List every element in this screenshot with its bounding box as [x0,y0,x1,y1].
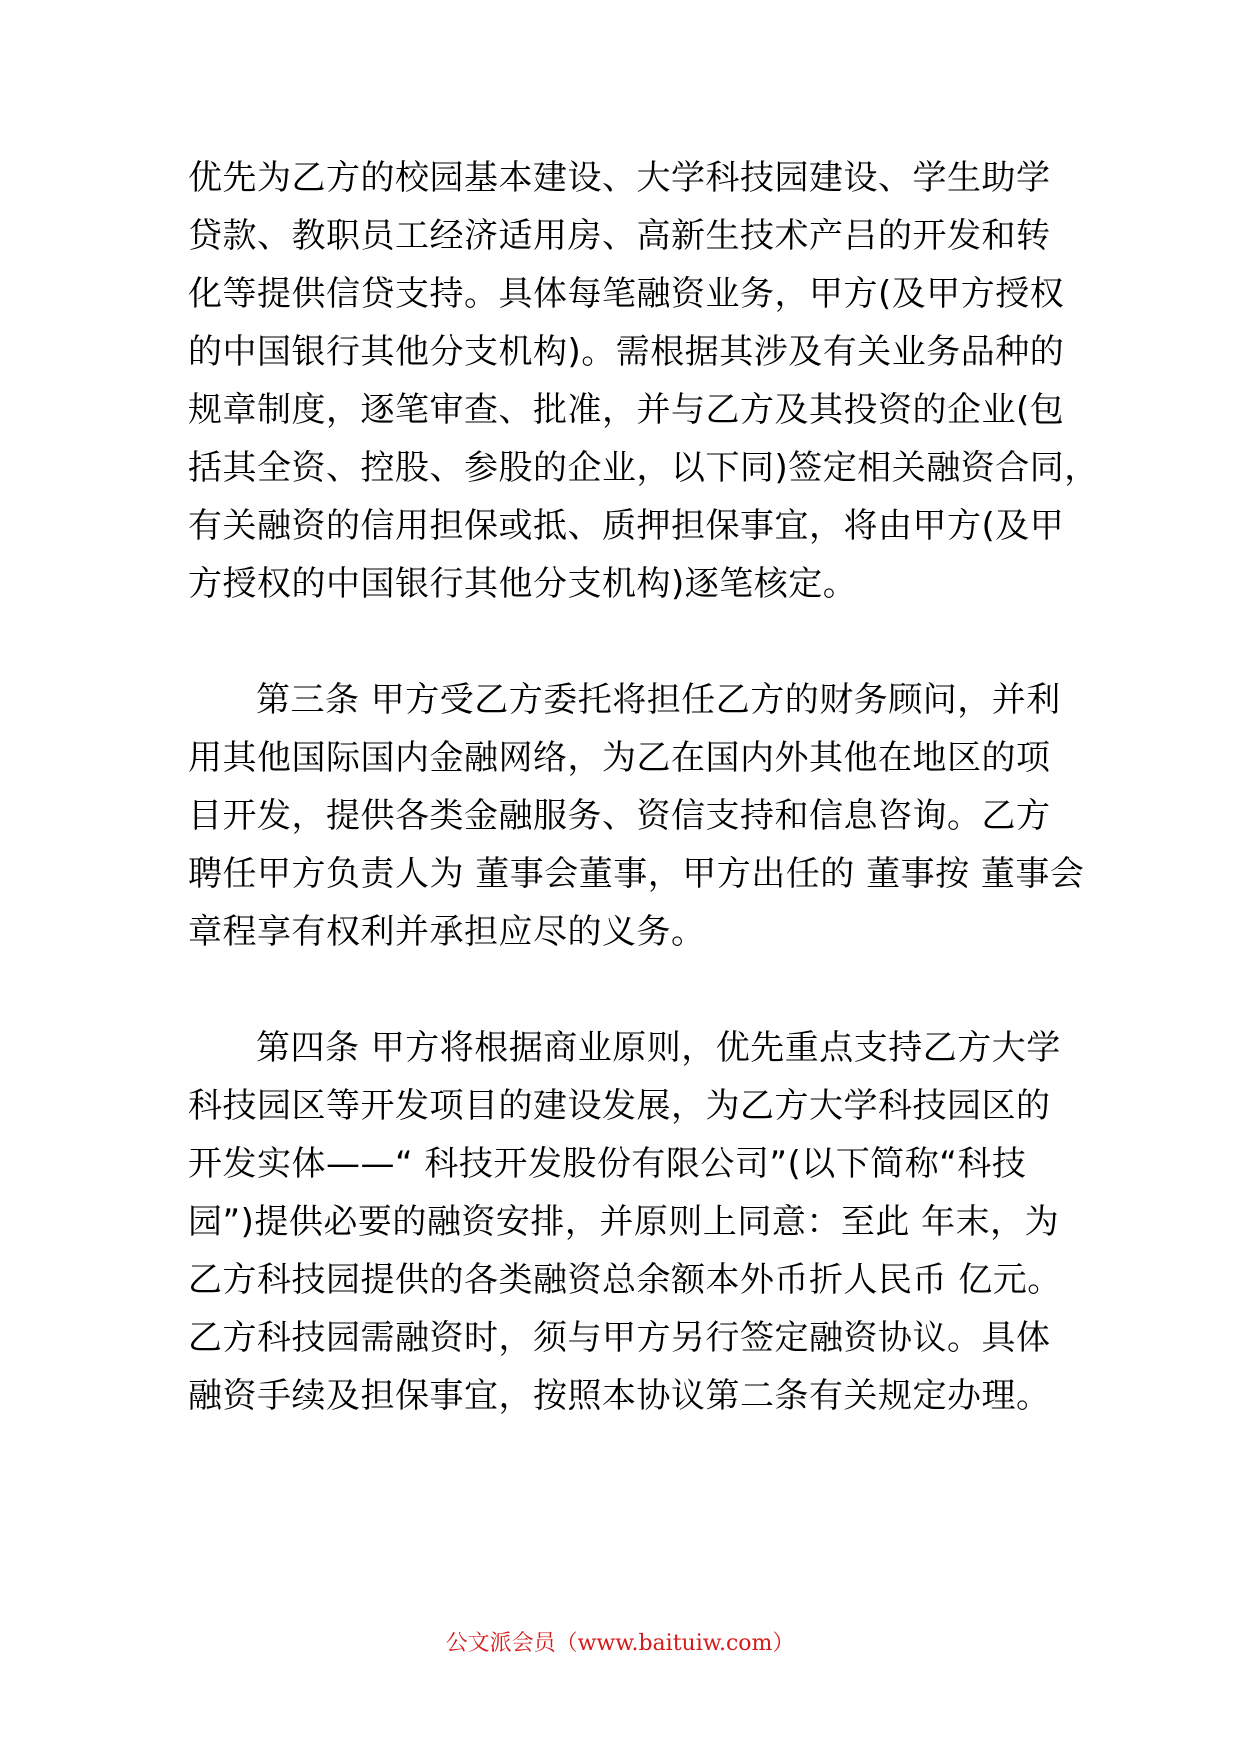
text-line: 开发实体——“ 科技开发股份有限公司”(以下简称“科技 [188,1144,1027,1184]
text-line: 括其全资、控股、参股的企业，以下同)签定相关融资合同， [188,448,1099,488]
text-line: 第三条 甲方受乙方委托将担任乙方的财务顾问，并利 [256,680,1061,720]
text-line: 聘任甲方负责人为 董事会董事，甲方出任的 董事按 董事会 [188,854,1085,894]
text-line: 科技园区等开发项目的建设发展，为乙方大学科技园区的 [188,1086,1051,1126]
text-line: 乙方科技园提供的各类融资总余额本外币折人民币 亿元。 [188,1260,1062,1300]
text-line: 章程享有权利并承担应尽的义务。 [188,912,706,952]
text-line: 第四条 甲方将根据商业原则，优先重点支持乙方大学 [256,1028,1061,1068]
text-line: 融资手续及担保事宜，按照本协议第二条有关规定办理。 [188,1376,1051,1416]
text-line: 有关融资的信用担保或抵、质押担保事宜，将由甲方(及甲 [188,506,1065,546]
text-line: 的中国银行其他分支机构)。需根据其涉及有关业务品种的 [188,332,1065,372]
footer-watermark: 公文派会员（www.baituiw.com） [445,1631,795,1656]
text-line: 方授权的中国银行其他分支机构)逐笔核定。 [188,564,858,604]
text-line: 化等提供信贷支持。具体每笔融资业务，甲方(及甲方授权 [188,274,1065,314]
text-line: 优先为乙方的校园基本建设、大学科技园建设、学生助学 [188,158,1051,198]
text-line: 园”)提供必要的融资安排，并原则上同意：至此 年末，为 [188,1202,1060,1242]
text-line: 目开发，提供各类金融服务、资信支持和信息咨询。乙方 [188,796,1051,836]
text-line: 用其他国际国内金融网络，为乙在国内外其他在地区的项 [188,738,1051,778]
text-line: 贷款、教职员工经济适用房、高新生技术产吕的开发和转 [188,216,1051,256]
text-line: 乙方科技园需融资时，须与甲方另行签定融资协议。具体 [188,1318,1051,1358]
text-line: 规章制度，逐笔审查、批准，并与乙方及其投资的企业(包 [188,390,1065,430]
